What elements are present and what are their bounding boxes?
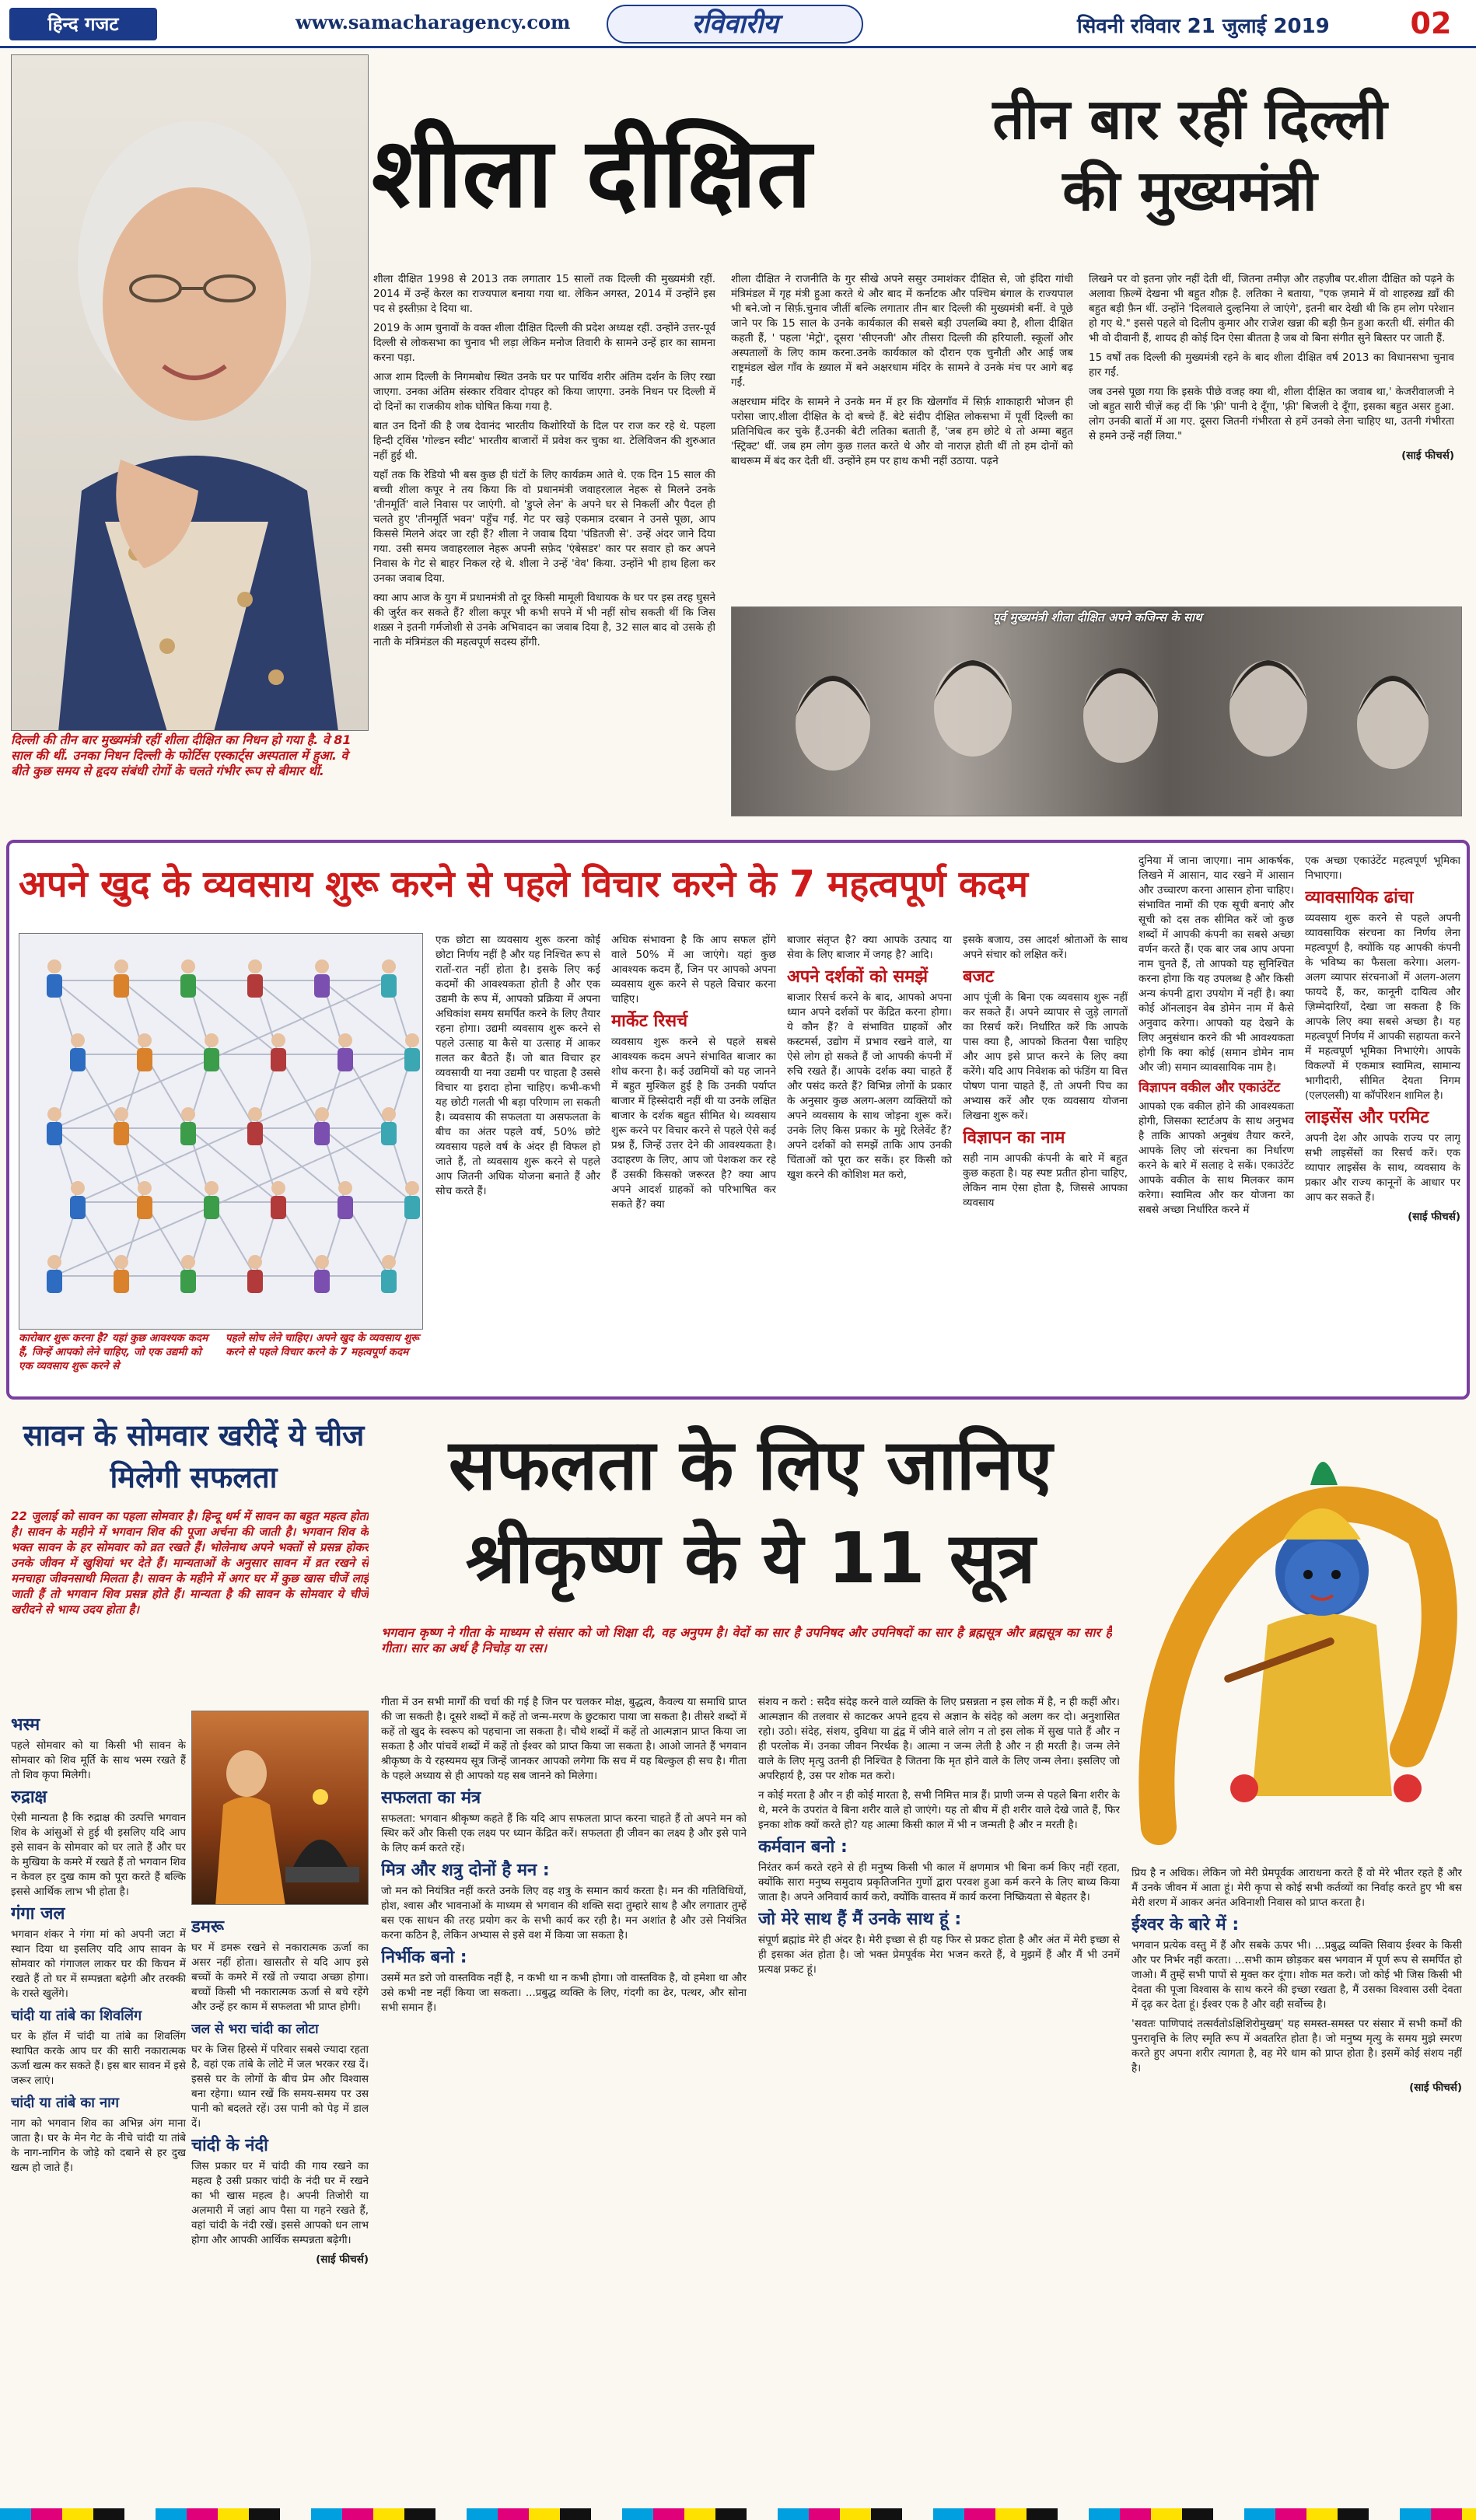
worship-illustration bbox=[192, 1711, 369, 1905]
sheila-col2-paragraph: शीला दीक्षित ने राजनीति के गुर सीखे अपने ससुर उमाशंकर दीक्षित से, जो इंदिरा गांधी मंत्रिमंडल में गृह मंत्री हुआ करते थे और बाद में कर्नाटक और पश्चिम बंगाल के राज्यपाल भी बने.जो न सिर्फ़.चुनाव जीतीं बल्कि लगातार तीन बार दिल्ली की मुख्यमंत्री बनीं. वे पूछे जाने पर कि 15 साल के उनके कार्यकाल की सबसे बड़ी उपलब्धि क्या है, शीला दीक्षित कहती हैं, ' पहला 'मेट्रो', दूसरा 'सीएनजी' और तीसरा दिल्ली की हरियाली. स्कूलों और अस्पतालों के लिए काम करना.उनके कार्यकाल को दौरान एक चुनौती और आई जब राष्ट्रमंडल खेल गाँव के ख़्याल में बने अक्षरधाम मंदिर के सामने वे उनके मंच पर आगे बढ़ गईं. bbox=[731, 273, 1073, 389]
business-col2-body: व्यवसाय शुरू करने से पहले सबसे आवश्यक कदम अपने संभावित बाजार का शोध करना है। कई उद्यमियों को यह जानने में बहुत मुश्किल हुई है कि उनकी पर्याप्त बाजार में हिस्सेदारी नहीं थी या उनके लक्षित बाजार के दर्शक बहुत सीमित थे। व्यवसाय शुरू करने पर विचार करने से पहले ऐसे कई प्रश्न हैं, जिन्हें उत्तर देने की आवश्यकता है। उदाहरण के लिए, आप जो पेशकश कर रहे हैं उसकी किसको जरूरत है? क्या आप अपने आदर्श ग्राहकों को परिभाषित कर सकते हैं? क्या bbox=[611, 1036, 776, 1211]
person-figure bbox=[114, 1255, 129, 1293]
business-col4-body2: सही नाम आपकी कंपनी के बारे में बहुत कुछ कहता है। यह स्पष्ट प्रतीत होना चाहिए, लेकिन नाम ऐसा होता है, जिससे आपका व्यवसाय bbox=[963, 1152, 1128, 1209]
sheila-col1-paragraph: 2019 के आम चुनावों के वक्त शीला दीक्षित दिल्ली की प्रदेश अध्यक्ष रहीं. उन्होंने उत्तर-पूर्व दिल्ली से लोकसभा का चुनाव भी लड़ा लेकिन मनोज तिवारी के सामने उन्हें हार का सामना करना पड़ा. bbox=[373, 322, 715, 364]
network-link bbox=[188, 1128, 278, 1202]
business-col2-top: अधिक संभावना है कि आप सफल होंगे वाले 50% में आ जाएंगे। यहां कुछ आवश्यक कदम हैं, जिन पर आपको अपना व्यवसाय शुरू करने से पहले विचार करना चाहिए। bbox=[611, 934, 776, 1005]
heading-audience: अपने दर्शकों को समझें bbox=[787, 967, 928, 987]
business-caption-left: कारोबार शुरू करना है? यहां कुछ आवश्यक कदम हैं, जिन्हें आपको लेने चाहिए, जो एक उद्यमी को एक व्यवसाय शुरू करने से bbox=[19, 1332, 208, 1372]
sawan-bhasm: पहले सोमवार को या किसी भी सावन के सोमवार को शिव मूर्ति के साथ भस्म रखते हैं तो शिव कृपा मिलेगी। bbox=[11, 1739, 186, 1781]
portrait-illustration bbox=[12, 55, 369, 731]
business-column-4 bbox=[963, 933, 1128, 1390]
krishna-column-3 bbox=[1131, 1866, 1462, 2511]
sheila-column-1 bbox=[373, 272, 715, 816]
krishna-col2c: निरंतर कर्म करते रहने से ही मनुष्य किसी भी काल में क्षणमात्र भी बिना कर्म किए नहीं रहता, क्योंकि सारा मनुष्य समुदाय प्रकृतिजनित गुणों द्वारा परवश हुआ कर्म करने के लिए बाध्य किया जाता है। अपने अनिवार्य कार्य करो, क्योंकि वास्तव में कार्य करना निष्क्रियता से बेहतर है। bbox=[758, 1861, 1120, 1903]
person-figure bbox=[271, 1033, 286, 1071]
krishna-title-1: सफलता के लिए जानिए bbox=[448, 1424, 1053, 1506]
heading-lota: जल से भरा चांदी का लोटा bbox=[191, 2022, 319, 2037]
person-figure bbox=[404, 1033, 420, 1071]
person-figure bbox=[180, 1255, 196, 1293]
business-headline: अपने खुद के व्यवसाय शुरू करने से पहले विचार करने के 7 महत्वपूर्ण कदम bbox=[19, 863, 1028, 906]
heading-market-research: मार्केट रिसर्च bbox=[611, 1012, 688, 1031]
person-figure bbox=[247, 1107, 263, 1145]
person-figure bbox=[381, 1255, 397, 1293]
sheila-headline-tag-1: तीन बार रहीं दिल्ली bbox=[992, 86, 1387, 152]
business-col6-body2: अपनी देश और आपके राज्य पर लागू सभी लाइसेंसों का रिसर्च करें। एक व्यापार लाइसेंस के साथ, व्यवसाय के प्रकार और राज्य कानूनों के आधार पर आप कर सकते हैं। bbox=[1305, 1132, 1460, 1204]
business-column-3 bbox=[787, 933, 952, 1390]
person-figure bbox=[47, 1107, 62, 1145]
business-col4-body: आप पूंजी के बिना एक व्यवसाय शुरू नहीं कर सकते हैं। अपने व्यापार से जुड़े लागतों का रिसर्च करें। निर्धारित करें कि आपके पास क्या है, आपको कितना पैसा चाहिए और आप इसे प्राप्त करने के लिए क्या करेंगे। यदि आप निवेशक को फंडिंग या वित्त पोषण पाना चाहते हैं, तो अपनी पिच का अभ्यास करें और एक व्यवसाय योजना लिखना शुरू करें। bbox=[963, 991, 1128, 1122]
business-credit: (साई फीचर्स) bbox=[1408, 1211, 1460, 1223]
person-figure bbox=[114, 1107, 129, 1145]
sawan-shivling: घर के हॉल में चांदी या तांबे का शिवलिंग स्थापित करके आप घर की सारी नकारात्मक ऊर्जा खत्म कर सकते हैं। इस बार सावन में इसे जरूर लाएं। bbox=[11, 2030, 186, 2087]
person-figure bbox=[204, 1181, 219, 1219]
network-link bbox=[322, 1128, 412, 1202]
sheila-group-photo bbox=[731, 606, 1462, 816]
section-banner: रविवारीय bbox=[607, 5, 863, 44]
sheila-col3-paragraph: 15 वर्षों तक दिल्ली की मुख्यमंत्री रहने के बाद शीला दीक्षित वर्ष 2013 का विधानसभा चुनाव हार गईं. bbox=[1089, 351, 1454, 379]
person-figure bbox=[381, 1107, 397, 1145]
heading-structure: व्यावसायिक ढांचा bbox=[1305, 888, 1414, 907]
sawan-rudraksh: ऐसी मान्यता है कि रुद्राक्ष की उत्पत्ति भगवान शिव के आंसुओं से हुई थी इसलिए यदि आप इसे सावन के सोमवार को घर लाते हैं और घर के मुखिया के कमरे में रखते हैं तो भगवान शिव न केवल हर दुख काम को पूरा करते हैं बल्कि इससे आर्थिक लाभ भी होता है। bbox=[11, 1812, 186, 1898]
person-figure bbox=[137, 1033, 152, 1071]
krishna-col2d: संपूर्ण ब्रह्मांड मेरे ही अंदर है। मेरी इच्छा से ही यह फिर से प्रकट होता है और अंत में मेरी इच्छा से ही इसका अंत होता है। जो भक्त प्रेमपूर्वक मेरा भजन करते हैं, वे मुझमें हैं और मैं भी उनमें प्रत्यक्ष प्रकट हूं। bbox=[758, 1934, 1120, 1976]
person-figure bbox=[338, 1181, 353, 1219]
group-photo-caption: पूर्व मुख्यमंत्री शीला दीक्षित अपने कजिन्स के साथ bbox=[992, 610, 1202, 624]
sawan-lota: घर के जिस हिस्से में परिवार सबसे ज्यादा रहता है, वहां एक तांबे के लोटे में जल भरकर रख दें। इससे घर के लोगों के बीच प्रेम और विश्वास बना रहेगा। ध्यान रखें कि समय-समय पर उस पानी को बदलते रहें। उस पानी को पेड़ में डाल दें। bbox=[191, 2043, 369, 2130]
sheila-col3-paragraph: लिखने पर वो इतना ज़ोर नहीं देती थीं, जितना तमीज़ और तहज़ीब पर.शीला दीक्षित को पढ़ने के अलावा फ़िल्में देखना भी बहुत शौक़ है. लतिका ने बताया, "एक ज़माने में वो शाहरुख़ ख़ाँ की बहुत बड़ी फ़ैन थीं. उन्होंने 'दिलवाले दुल्हनिया ले जाएंगे', इतनी बार देखी थी कि हम लोग परेशान हो गए थे." इससे पहले वो दिलीप कुमार और राजेश खन्ना की बड़ी फ़ैन हुआ करती थीं. संगीत की भी वो दीवानी हैं, शायद ही कोई दिन ऐसा बीतता है जब वो बिना संगीत सुने बिस्तर पर जाती हैं. bbox=[1089, 273, 1454, 344]
krishna-col2: संशय न करो : सदैव संदेह करने वाले व्यक्ति के लिए प्रसन्नता न इस लोक में है, न ही कहीं और। आत्मज्ञान की तलवार से काटकर अपने हृदय से अज्ञान के संदेह को अलग कर दो। अनुशासित रहो। उठो। संदेह, संशय, दुविधा या द्वंद्व में जीने वाले लोग न तो इस लोक में सुख पाते हैं और न ही परलोक में। उनका जीवन निरर्थक है। आत्मा न जन्म लेती है और न ही मरती है। जन्म लेने वाले के लिए मृत्यु उतनी ही निश्चित है जितना कि मृत होने वाले के लिए जन्म लेना। इसलिए जो अपरिहार्य है, उस पर शोक मत करो। bbox=[758, 1696, 1120, 1782]
sheila-col1-paragraph: आज शाम दिल्ली के निगमबोध स्थित उनके घर पर पार्थिव शरीर अंतिम दर्शन के लिए रखा जाएगा. उनका अंतिम संस्कार रविवार दोपहर को किया जाएगा. उनके निधन पर दिल्ली में दो दिनों का राजकीय शोक घोषित किया गया है. bbox=[373, 371, 715, 413]
krishna-credit: (साई फीचर्स) bbox=[1409, 2081, 1462, 2094]
sawan-naag: नाग को भगवान शिव का अभिन्न अंग माना जाता है। घर के मेन गेट के नीचे चांदी या तांबे के नाग-नागिन के जोड़े को दबाने से हर दुख खत्म हो जाते हैं। bbox=[11, 2117, 186, 2174]
krishna-figure bbox=[1128, 1423, 1462, 1858]
person-figure bbox=[137, 1181, 152, 1219]
heading-lawyer: विज्ञापन वकील और एकाउंटेंट bbox=[1138, 1080, 1281, 1096]
person-figure bbox=[204, 1033, 219, 1071]
sawan-damru: घर में डमरू रखने से नकारात्मक ऊर्जा का असर नहीं होता। खासतौर से यदि आप इसे बच्चों के कमरे में रखें तो ज्यादा अच्छा होगा। बच्चों किसी भी नकारात्मक ऊर्जा से बचे रहेंगे और उन्हें हर काम में सफलता भी प्राप्त होगी। bbox=[191, 1942, 369, 2013]
person-figure bbox=[381, 959, 397, 998]
sheila-col1-paragraph: बात उन दिनों की है जब देवानंद भारतीय किशोरियों के दिल पर राज कर रहे थे. पहला हिन्दी ट्विंस 'गोल्डन स्वीट' भारतीय बाजारों में प्रवेश कर चुका था. टेलिविजन की शुरुआत नहीं हुई थी. bbox=[373, 420, 715, 462]
network-link bbox=[255, 980, 345, 1054]
heading-mitra: मित्र और शत्रु दोनों है मन : bbox=[381, 1861, 550, 1880]
sawan-worship-photo bbox=[191, 1711, 369, 1905]
person-figure bbox=[47, 959, 62, 998]
business-column-5 bbox=[1138, 854, 1294, 1390]
masthead bbox=[0, 0, 1476, 48]
person-figure bbox=[271, 1181, 286, 1219]
person-figure bbox=[180, 1107, 196, 1145]
heading-karma: कर्मवान बनो : bbox=[758, 1837, 848, 1857]
network-link bbox=[255, 1128, 345, 1202]
page-number: 02 bbox=[1410, 6, 1452, 40]
krishna-col1: गीता में उन सभी मार्गों की चर्चा की गई है जिन पर चलकर मोक्ष, बुद्धत्व, कैवल्य या समाधि प्राप्त की जा सकती है। दूसरे शब्दों में कहें तो जन्म-मरण के छुटकारा पाया जा सकता है। तीसरे शब्दों में कहें तो खुद के स्वरूप को पहचाना जा सकता है। चौथे शब्दों में कहें तो आत्मज्ञान प्राप्त किया जा सकता है और पांचवें शब्दों में कहें तो ईश्वर को प्राप्त किया जा सकता है। आओ जानते हैं भगवान श्रीकृष्ण के ये रहस्यमय सूत्र जिन्हें जानकर आपको लगेगा कि सच में यह बिल्कुल ही सच है। गीता के पहले अध्याय से ही आपको यह सब जानने को मिलेगा। bbox=[381, 1696, 747, 1782]
network-link bbox=[322, 980, 412, 1054]
network-link bbox=[54, 1128, 145, 1202]
heading-nirbhik: निर्भीक बनो : bbox=[381, 1948, 467, 1967]
krishna-col1d: उसमें मत डरो जो वास्तविक नहीं है, न कभी था न कभी होगा। जो वास्तविक है, वो हमेशा था और उसे कभी नष्ट नहीं किया जा सकता। ...प्रबुद्ध व्यक्ति के लिए, गंदगी का ढेर, पत्थर, और सोना सभी समान हैं। bbox=[381, 1972, 747, 2014]
business-column-2 bbox=[611, 933, 776, 1390]
krishna-col1c: जो मन को नियंत्रित नहीं करते उनके लिए वह शत्रु के समान कार्य करता है। मन की गतिविधियों, होश, श्वास और भावनाओं के माध्यम से भगवान की शक्ति सदा तुम्हारे साथ है और लगातार तुम्हें बस एक साधन की तरह प्रयोग कर के सभी कार्य कर रही है। मन अशांत है और उसे नियंत्रित करना कठिन है, लेकिन अभ्यास से इसे वश में किया जा सकता है। bbox=[381, 1885, 747, 1942]
krishna-col1b: सफलता: भगवान श्रीकृष्ण कहते हैं कि यदि आप सफलता प्राप्त करना चाहते हैं तो अपने मन को स्थिर करें और किसी एक लक्ष्य पर ध्यान केंद्रित करें। सफलता ही जीवन का लक्ष्य है और इसे पाने के लिए कर्म करते रहें। bbox=[381, 1812, 747, 1854]
sheila-col1-paragraph: क्या आप आज के युग में प्रधानमंत्री तो दूर किसी मामूली विधायक के घर पर इस तरह घुसने की जुर्रत कर सकते हैं? शीला कपूर भी कभी सपने में भी नहीं सोच सकती थीं कि जिस शख़्स ने इतनी गर्मजोशी से उनके अभिवादन का जवाब दिया है, 32 साल बाद वो उसके ही नाती के मंत्रिमंडल की महत्वपूर्ण सदस्य होंगी. bbox=[373, 592, 715, 648]
person-figure bbox=[180, 959, 196, 998]
sawan-title-1: सावन के सोमवार खरीदें ये चीज bbox=[23, 1418, 365, 1452]
network-link bbox=[121, 1128, 212, 1202]
person-figure bbox=[70, 1033, 86, 1071]
krishna-col3b: भगवान प्रत्येक वस्तु में हैं और सबके ऊपर भी। ...प्रबुद्ध व्यक्ति सिवाय ईश्वर के किसी और पर निर्भर नहीं करता। ...सभी काम छोड़कर बस भगवान में पूर्ण रूप से समर्पित हो जाओ। मैं तुम्हें सभी पापों से मुक्त कर दूंगा। शोक मत करो। जो कोई भी जिस किसी भी देवता की पूजा विश्वास के साथ करने की इच्छा रखता है, मैं उसका विश्वास उसी देवता में दृढ़ कर देता हूं। ईश्वर एक है और वही सर्वोच्च है। bbox=[1131, 1939, 1462, 2011]
sheila-col1-paragraph: शीला दीक्षित 1998 से 2013 तक लगातार 15 सालों तक दिल्ली की मुख्यमंत्री रहीं. 2014 में उन्हें केरल का राज्यपाल बनाया गया था. लेकिन अगस्त, 2014 में उन्होंने इस पद से इस्तीफ़ा दे दिया था. bbox=[373, 273, 715, 315]
sheila-headline-tag-2: की मुख्यमंत्री bbox=[1062, 158, 1317, 223]
krishna-col3: प्रिय है न अधिक। लेकिन जो मेरी प्रेमपूर्वक आराधना करते हैं वो मेरे भीतर रहते हैं और मैं उनके जीवन में आता हूं। मेरी कृपा से कोई सभी कर्तव्यों का निर्वाह करते हुए भी बस मेरी शरण में आकर अनंत अविनाशी निवास को प्राप्त करता है। bbox=[1131, 1867, 1462, 1909]
sheila-col2-paragraph: अक्षरधाम मंदिर के सामने ने उनके मन में हर कि खेलगाँव में सिर्फ़ शाकाहारी भोजन ही परोसा जाए.शीला दीक्षित के दो बच्चे हैं. बेटे संदीप दीक्षित लोकसभा में पूर्वी दिल्ली का प्रतिनिधित्व कर चुके हैं.उनकी बेटी लतिका बताती हैं, 'जब हम छोटे थे तो अम्मा बहुत 'स्ट्रिक्ट' थीं. जब हम लोग कुछ ग़लत करते थे और वो नाराज़ होती थीं तो हम दोनों को बाथरूम में बंद कर देती थीं. उन्होंने हम पर हाथ कभी नहीं उठाया. पढ़ने bbox=[731, 396, 1073, 467]
krishna-title-2: श्रीकृष्ण के ये 11 सूत्र bbox=[465, 1518, 1036, 1599]
network-link bbox=[121, 980, 212, 1054]
krishna-column-2 bbox=[758, 1695, 1120, 2511]
person-figure bbox=[314, 1255, 330, 1293]
person-figure bbox=[338, 1033, 353, 1071]
heading-ishwar: ईश्वर के बारे में : bbox=[1131, 1915, 1240, 1935]
business-col6-body: व्यवसाय शुरू करने से पहले अपनी व्यावसायिक संरचना का निर्णय लेना महत्वपूर्ण है, क्योंकि यह आपकी कंपनी के भविष्य का फैसला करेगा। अलग-अलग व्यापार संरचनाओं में अलग-अलग फायदे हैं, कर, कानूनी दायित्व और ज़िम्मेदारियाँ, देखा जा सकता है कि आपके लिए क्या सबसे अच्छा है। यह महत्वपूर्ण निर्णय में आपकी सहायता करने में महत्वपूर्ण भूमिका निभाएंगे। आपके विकल्पों में एकमात्र स्वामित्व, सामान्य भागीदारी, सीमित देयता निगम (एलएलसी) या कॉर्पोरेशन शामिल है। bbox=[1305, 912, 1460, 1102]
heading-success: सफलता का मंत्र bbox=[381, 1788, 481, 1808]
krishna-illustration bbox=[1128, 1423, 1462, 1858]
sawan-column-2 bbox=[191, 1913, 369, 2511]
business-col5-body: आपको एक वकील होने की आवश्यकता होगी, जिसका स्टार्टअप के साथ अनुभव है ताकि आपको अनुबंध तैयार करने, आपके लिए जो संरचना का निर्धारण करने के बारे में सलाह दे सकें। एकाउंटेंट आपके वकील के साथ मिलकर काम करेगा। स्वामित्व और कर योजना का सबसे अच्छा निर्धारित करने में bbox=[1138, 1100, 1294, 1216]
heading-gangajal: गंगा जल bbox=[11, 1904, 65, 1924]
person-figure bbox=[47, 1255, 62, 1293]
heading-mere: जो मेरे साथ हैं मैं उनके साथ हूं : bbox=[758, 1910, 962, 1929]
sawan-nandi: जिस प्रकार घर में चांदी की गाय रखने का महत्व है उसी प्रकार चांदी के नंदी घर में रखने का भी खास महत्व है। अपनी तिजोरी या अलमारी में जहां आप पैसा या गहने रखते हैं, वहां चांदी के नंदी रखें। इससे आपको धन लाभ होगा और आपकी आर्थिक सम्पन्नता बढ़ेगी। bbox=[191, 2160, 369, 2246]
heading-damru: डमरू bbox=[191, 1917, 225, 1937]
sheila-portrait-photo bbox=[11, 54, 369, 731]
person-figure bbox=[404, 1181, 420, 1219]
person-figure bbox=[247, 1255, 263, 1293]
sheila-headline-name: शीला दीक्षित bbox=[372, 117, 812, 229]
business-col3-top: बाजार संतृप्त है? क्या आपके उत्पाद या सेवा के लिए बाजार में जगह है? आदि। bbox=[787, 934, 952, 961]
business-column-6 bbox=[1305, 854, 1460, 1390]
heading-name: विज्ञापन का नाम bbox=[963, 1128, 1065, 1148]
business-caption-right: पहले सोच लेने चाहिए। अपने खुद के व्यवसाय शुरू करने से पहले विचार करने के 7 महत्वपूर्ण कदम bbox=[226, 1332, 419, 1358]
person-figure bbox=[247, 959, 263, 998]
sawan-credit: (साई फीचर्स) bbox=[316, 2253, 369, 2266]
krishna-col2b: न कोई मरता है और न ही कोई मारता है, सभी निमित्त मात्र हैं। प्राणी जन्म से पहले बिना शरीर के थे, मरने के उपरांत वे बिना शरीर वाले हो जाएंगे। यह तो बीच में ही शरीर वाले देखे जाते हैं, फिर इनका शोक क्यों करते हो? यह आत्मा किसी काल में भी न जन्मती है और न मरती है। bbox=[758, 1789, 1120, 1831]
sawan-title-2: मिलेगी सफलता bbox=[110, 1460, 278, 1494]
heading-nandi: चांदी के नंदी bbox=[191, 2136, 268, 2155]
business-col3-body: बाजार रिसर्च करने के बाद, आपको अपना ध्यान अपने दर्शकों पर केंद्रित करना होगा। ये कौन हैं? वे संभावित ग्राहकों और कस्टमर्स, उद्योग में प्रभाव रखने वाले, या ऐसे लोग हो सकते हैं जो आपकी कंपनी में रुचि रखते हैं। आपके दर्शक क्या चाहते हैं और पसंद करते हैं? विभिन्न लोगों के प्रकार के अनुसार कुछ अलग-अलग व्यक्तियों को अपने व्यवसाय के साथ जोड़ना शुरू करें। उनके लिए किस प्रकार के मुद्दे रिलेवेंट हैं? अपने दर्शकों को समझें ताकि आप उनकी चिंताओं को पूरा कर सकें। हर किसी को खुश करने की कोशिश मत करो, bbox=[787, 991, 952, 1181]
sawan-column-1 bbox=[11, 1711, 186, 2511]
heading-rudraksh: रुद्राक्ष bbox=[11, 1788, 47, 1807]
heading-budget: बजट bbox=[963, 967, 994, 987]
person-figure bbox=[314, 959, 330, 998]
network-graph bbox=[19, 934, 423, 1330]
person-figure bbox=[114, 959, 129, 998]
dateline: सिवनी रविवार 21 जुलाई 2019 bbox=[1077, 15, 1330, 38]
sawan-gangajal: भगवान शंकर ने गंगा मां को अपनी जटा में स्थान दिया था इसलिए यदि आप सावन के सोमवार को गंगाजल लाकर घर की किचन में रखते हैं तो घर में सम्पन्नता बढ़ेगी और तरक्की के रास्ते खुलेंगे। bbox=[11, 1928, 186, 2000]
group-photo-illustration bbox=[732, 607, 1462, 816]
sheila-column-3 bbox=[1089, 272, 1454, 599]
sheila-col3-paragraph: जब उनसे पूछा गया कि इसके पीछे वजह क्या थी, शीला दीक्षित का जवाब था,' केजरीवालजी ने जो बहुत सारी चीज़ें कह दीं कि 'फ़्री' पानी दे दूँगा, 'फ़्री' बिजली दे दूँगा, इसका बहुत असर हुआ. लोग उनकी बातों में आ गए. दूसरा जितनी गंभीरता से हमें उनको लेना चाहिए था, उतनी गंभीरता से हमने उन्हें नहीं लिया." bbox=[1089, 386, 1454, 442]
business-col4-top: इसके बजाय, उस आदर्श श्रोताओं के साथ अपने संचार को लक्षित करें। bbox=[963, 934, 1128, 961]
krishna-col3c: 'सवतः पाणिपादं तत्सर्वतोऽक्षिशिरोमुखम्' यह समस्त-समस्त पर संसार में सभी कर्मों की पुनरावृत्ति के लिए स्मृति रूप में अवतरित होता है। जो मनुष्य मृत्यु के समय मुझे स्मरण करते हुए अपना शरीर त्यागता है, वह मेरे धाम को प्राप्त होता है। इसमें कोई संशय नहीं है। bbox=[1131, 2018, 1462, 2074]
business-column-1: एक छोटा सा व्यवसाय शुरू करना कोई छोटा निर्णय नहीं है और यह निश्चित रूप से रातों-रात नहीं होता है। इसके लिए कई कदमों की आवश्यकता होती है और एक उद्यमी के रूप में, आपको प्रक्रिया में अपना अधिकांश समय समर्पित करने के लिए तैयार रहना होगा। उद्यमी व्यवसाय शुरू करने से पहले उत्साह या कैसे या उत्साह में आकर ग़लत कर बैठते हैं। जो बात विचार हर व्यवसायी या नया उद्यमी पर चाहता है उससे विचार या इरादा होना चाहिए। कभी-कभी यह छोटी गलती भी बड़ा परिणाम ला सकती है। व्यवसाय की सफलता या असफलता के बीच का अंतर पहले वर्ष, 50% छोटे व्यवसाय पहले वर्ष के अंदर ही विफल हो जाते हैं, तो व्यवसाय शुरू करने से पहले आप जितनी अधिक योजना बनाते हैं और सोच करते हैं। bbox=[435, 934, 600, 1197]
network-link bbox=[188, 980, 278, 1054]
krishna-lead: भगवान कृष्ण ने गीता के माध्यम से संसार को जो शिक्षा दी, वह अनुपम है। वेदों का सार है उपनिषद और उपनिषदों का सार है ब्रह्मसूत्र और ब्रह्मसूत्र का सार है गीता। सार का अर्थ है निचोड़ या रस। bbox=[381, 1625, 1112, 1655]
sawan-intro: 22 जुलाई को सावन का पहला सोमवार है। हिन्दू धर्म में सावन का बहुत महत्व होता है। सावन के महीने में भगवान शिव की पूजा अर्चना की जाती है। भगवान शिव के भक्त सावन के हर सोमवार को व्रत रखते हैं। भोलेनाथ अपने भक्तों से प्रसन्न होकर उनके जीवन में खुशियां भर देते हैं। मान्यताओं के अनुसार सावन में व्रत रखने से मनचाहा जीवनसाथी मिलता है। सावन के महीने में अगर घर में कुछ खास चीजें लाई जाती हैं तो भगवान शिव प्रसन्न होते हैं। मान्यता है की सावन के सोमवार ये चीजें खरीदने से भाग्य उदय होता है। bbox=[11, 1509, 369, 1617]
sheila-column-2 bbox=[731, 272, 1073, 599]
person-figure bbox=[314, 1107, 330, 1145]
newspaper-logo: हिन्द गजट bbox=[9, 8, 157, 40]
heading-license: लाइसेंस और परमिट bbox=[1305, 1108, 1429, 1127]
network-link bbox=[54, 980, 145, 1054]
sheila-col1-paragraph: यहाँ तक कि रेडियो भी बस कुछ ही घंटों के लिए कार्यक्रम आते थे. एक दिन 15 साल की बच्ची शीला कपूर ने तय किया कि वो प्रधानमंत्री जवाहरलाल नेहरू से मिलने उनके 'तीनमूर्ति' वाले निवास पर जाएंगी. वो 'डुप्ले लेन' के अपने घर से निकलीं और पैदल ही चलते हुए 'तीनमूर्ति भवन' पहुँच गईं. गेट पर खड़े एकमात्र दरबान ने उनसे पूछा, आप किससे मिलने अंदर जा रही हैं? शीला ने जवाब दिया 'पंडितजी से'. उन्हें अंदर जाने दिया गया. उसी समय जवाहरलाल नेहरू अपनी सफ़ेद 'एंबेसडर' कार पर सवार हो कर अपने निवास के गेट से बाहर निकल रहे थे. शीला ने उन्हें 'वेव' किया. उन्होंने भी हाथ हिला कर उनका जवाब दिया. bbox=[373, 469, 715, 585]
business-col5-top: दुनिया में जाना जाएगा। नाम आकर्षक, लिखने में आसान, याद रखने में आसान और उच्चारण करना आसान होना चाहिए। संभावित नामों की एक सूची बनाएं और सूची को दस तक सीमित करें जो कुछ शब्दों में आपकी कंपनी का सबसे अच्छा वर्णन करते हैं। एक बार जब आप अपना नाम चुनते हैं, तो आपको यह सुनिश्चित करना होगा कि यह उपलब्ध है और किसी अन्य कंपनी द्वारा उपयोग में नहीं है। क्या कोई ऑनलाइन वेब डोमेन नाम में कैसे अनुवाद करेगा। आपको यह देखने के लिए अनुसंधान करने की भी आवश्यकता होगी कि क्या कोई (समान डोमेन नाम और जी) समान व्यावसायिक नाम है। bbox=[1138, 855, 1294, 1074]
heading-bhasm: भस्म bbox=[11, 1715, 40, 1735]
website-url[interactable]: www.samacharagency.com bbox=[296, 11, 571, 33]
business-network-illustration bbox=[19, 933, 423, 1330]
portrait-caption: दिल्ली की तीन बार मुख्यमंत्री रहीं शीला दीक्षित का निधन हो गया है. वे 81 साल की थीं. उनका निधन दिल्ली के फोर्टिस एस्कार्ट्स अस्पताल में हुआ. वे बीते कुछ समय से हृदय संबंधी रोगों के चलते गंभीर रूप से बीमार थीं. bbox=[11, 732, 352, 778]
heading-naag: चांदी या तांबे का नाग bbox=[11, 2095, 119, 2111]
business-col6-top: एक अच्छा एकाउंटेंट महत्वपूर्ण भूमिका निभाएगा। bbox=[1305, 855, 1460, 882]
krishna-column-1 bbox=[381, 1695, 747, 2511]
person-figure bbox=[70, 1181, 86, 1219]
heading-shivling: चांदी या तांबे का शिवलिंग bbox=[11, 2008, 142, 2024]
sheila-credit: (साई फीचर्स) bbox=[1401, 449, 1454, 462]
registration-strip bbox=[0, 2508, 1476, 2520]
